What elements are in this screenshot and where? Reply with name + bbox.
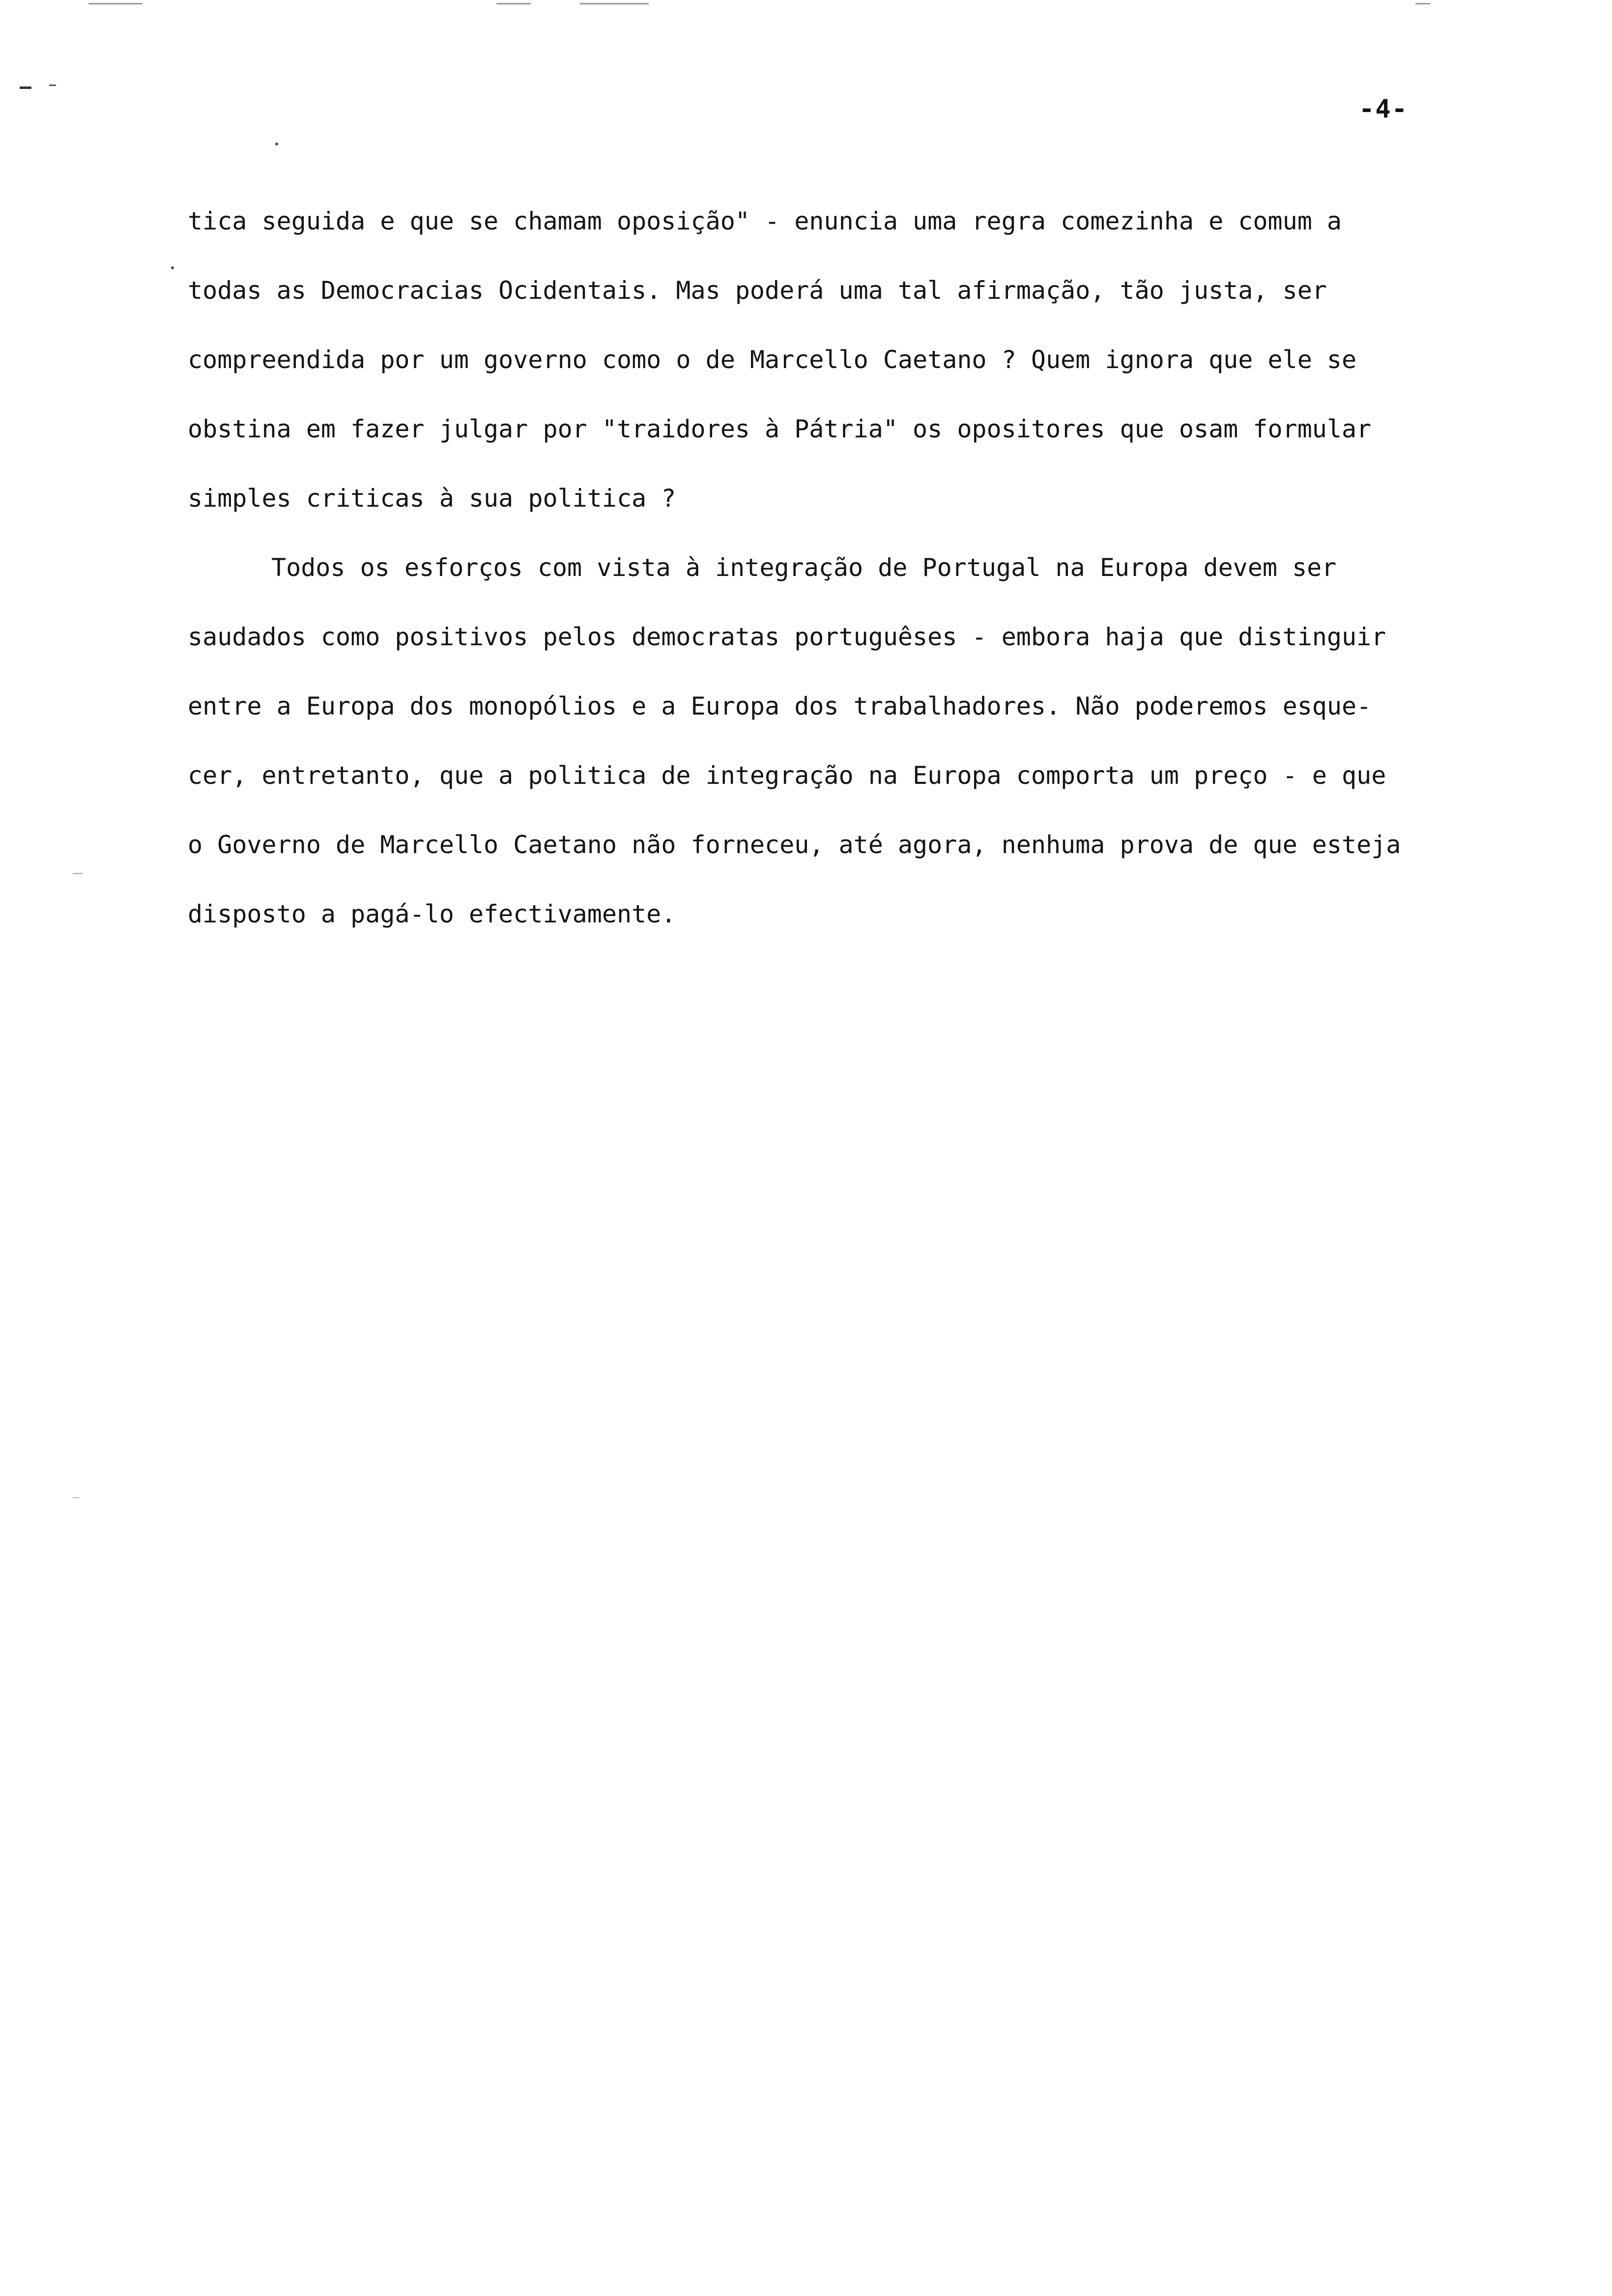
text-line: obstina em fazer julgar por "traidores à Pátria" os opositores que osam formular xyxy=(188,415,1372,443)
scan-edge-mark xyxy=(1415,3,1430,4)
scan-edge-mark xyxy=(496,3,531,4)
scan-edge-mark xyxy=(49,85,56,86)
text-line: entre a Europa dos monopólios e a Europa dos trabalhadores. Não poderemos esque- xyxy=(188,692,1372,720)
text-line: disposto a pagá-lo efectivamente. xyxy=(188,900,676,928)
paragraph xyxy=(188,187,1466,533)
scan-edge-mark xyxy=(20,86,31,89)
text-line: simples criticas à sua politica ? xyxy=(188,484,676,513)
text-line: saudados como positivos pelos democratas portuguêses - embora haja que distinguir xyxy=(188,623,1386,651)
text-line: compreendida por um governo como o de Marcello Caetano ? Quem ignora que ele se xyxy=(188,345,1357,374)
paragraph xyxy=(188,533,1466,949)
body-text xyxy=(188,187,1466,949)
scan-speck xyxy=(171,266,174,269)
page-number: -4- xyxy=(1359,94,1408,124)
text-line: o Governo de Marcello Caetano não forneceu, até agora, nenhuma prova de que esteja xyxy=(188,831,1401,859)
scan-edge-mark xyxy=(580,3,649,4)
scan-edge-mark xyxy=(73,873,83,874)
text-line: cer, entretanto, que a politica de integração na Europa comporta um preço - e que xyxy=(188,761,1386,790)
scan-speck xyxy=(275,143,278,145)
scan-edge-mark xyxy=(73,1497,80,1498)
text-line: tica seguida e que se chamam oposição" - enuncia uma regra comezinha e comum a xyxy=(188,207,1342,235)
text-line: todas as Democracias Ocidentais. Mas poderá uma tal afirmação, tão justa, ser xyxy=(188,276,1327,305)
text-line: Todos os esforços com vista à integração de Portugal na Europa devem ser xyxy=(271,553,1337,582)
scan-edge-mark xyxy=(88,3,143,4)
